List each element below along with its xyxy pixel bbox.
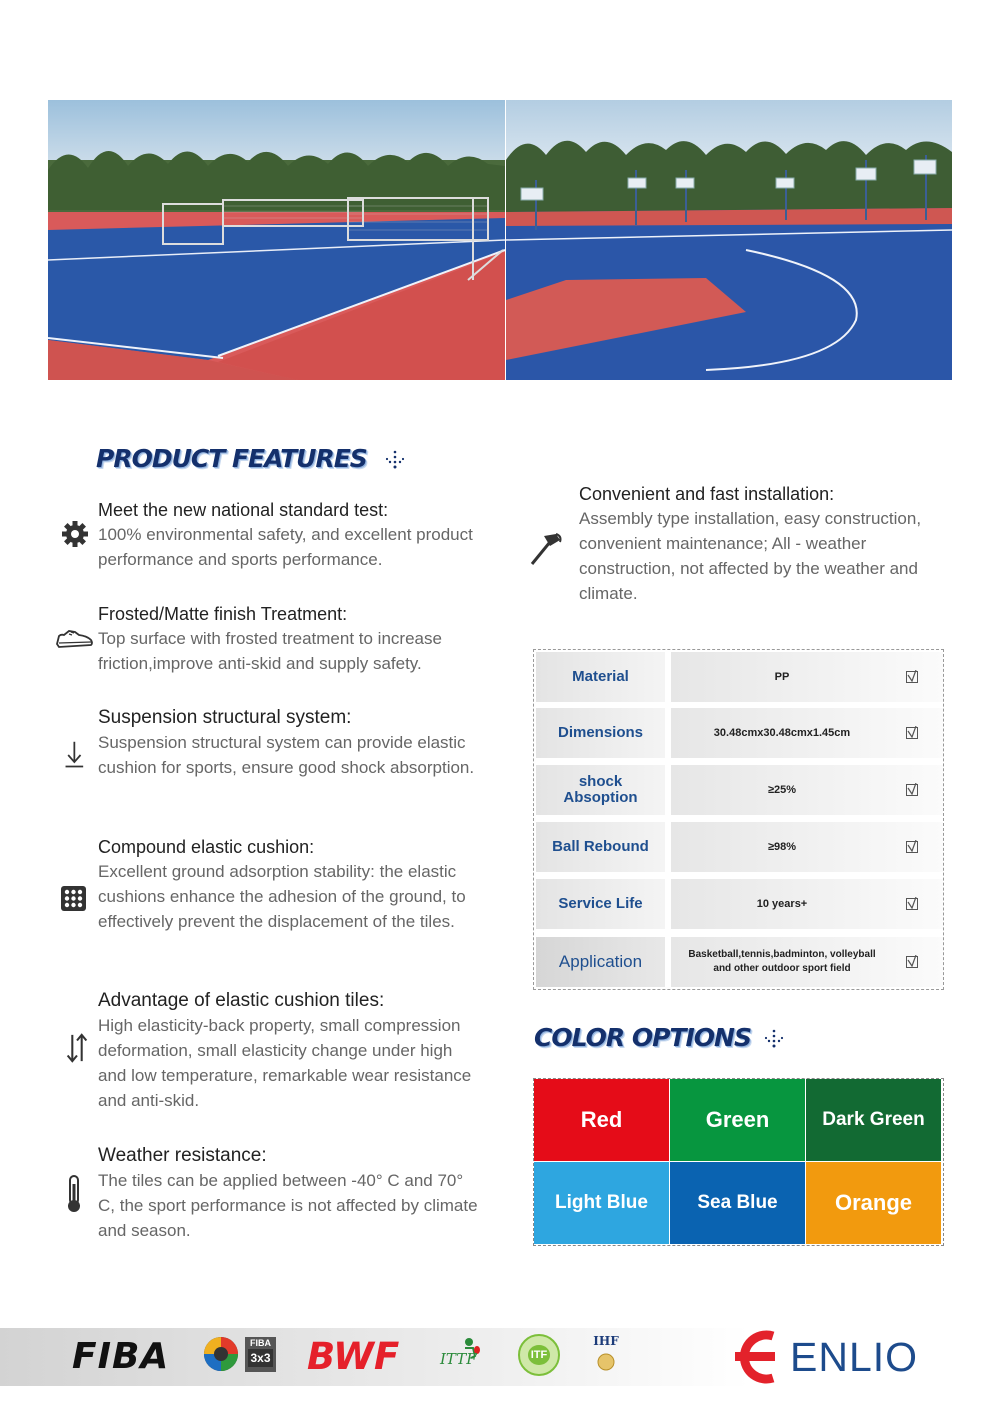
dotted-down-arrow-icon — [763, 1028, 785, 1050]
spec-value-cell — [671, 822, 943, 872]
feature-body: Excellent ground adsorption stability: the elastic cushions enhance the adhesion of the ground, to effectively prevent the displacement of the tiles. — [98, 862, 466, 931]
feature-title: Advantage of elastic cushion tiles: — [98, 990, 385, 1011]
dotted-down-arrow-icon — [384, 449, 406, 471]
enlio-logo-text: ENLIO — [790, 1334, 919, 1380]
feature-body: Suspension structural system can provide elastic cushion for sports, ensure good shock absorption. — [98, 733, 475, 777]
check-box-icon — [906, 840, 919, 853]
spec-row — [534, 822, 943, 872]
spec-value: ≥25% — [767, 784, 797, 796]
spec-value: ≥98% — [767, 841, 797, 853]
feature-body: Assembly type installation, easy construction, convenient maintenance; All - weather construction, not affected by the weather and climate. — [579, 509, 922, 603]
fiba-ball-logo-icon — [203, 1336, 239, 1372]
down-arrow-icon — [62, 740, 92, 770]
shoe-icon — [55, 622, 95, 652]
bwf-logo: BWF — [307, 1335, 400, 1378]
color-swatch-green: Green — [670, 1079, 805, 1161]
check-box-icon — [906, 897, 919, 910]
check-box-icon — [906, 783, 919, 796]
check-box-icon — [906, 726, 919, 739]
hammer-icon — [528, 530, 564, 568]
color-options-grid — [533, 1078, 944, 1246]
up-down-arrows-icon — [62, 1033, 92, 1063]
feature-title: Weather resistance: — [98, 1145, 267, 1166]
spec-row — [534, 937, 943, 987]
thermometer-icon — [64, 1174, 84, 1214]
spec-value: Basketball,tennis,badminton, volleyball and other outdoor sport field — [688, 949, 876, 974]
spec-value: PP — [774, 671, 790, 683]
ittf-logo-text: ITTF — [440, 1350, 477, 1368]
ihf-emblem-icon — [596, 1348, 616, 1372]
court-photo-basketball — [506, 100, 952, 380]
feature-body: 100% environmental safety, and excellent product performance and sports performance. — [98, 525, 473, 569]
feature-frosted — [98, 602, 478, 676]
court-photo-soccer — [48, 100, 505, 380]
color-swatch-light-blue: Light Blue — [534, 1162, 669, 1244]
feature-title: Convenient and fast installation: — [579, 484, 835, 504]
enlio-logo-icon — [733, 1328, 789, 1386]
product-features-heading: PRODUCT FEATURES — [96, 444, 367, 473]
spec-label: Service Life — [536, 879, 665, 929]
color-swatch-sea-blue: Sea Blue — [670, 1162, 805, 1244]
feature-suspension — [98, 706, 478, 780]
spec-value: 10 years+ — [756, 898, 808, 910]
itf-logo — [518, 1334, 560, 1376]
check-box-icon — [906, 955, 919, 968]
ihf-logo — [593, 1334, 619, 1378]
feature-body: High elasticity-back property, small compression deformation, small elasticity change under high and low temperature, remarkable wear resistance and anti-skid. — [98, 1016, 472, 1110]
spec-value-cell — [671, 708, 943, 758]
spec-value-cell — [671, 937, 943, 987]
spec-label: Application — [536, 937, 665, 987]
spec-value-cell — [671, 879, 943, 929]
spec-value: 30.48cmx30.48cmx1.45cm — [713, 727, 851, 739]
spec-value-cell — [671, 765, 943, 815]
feature-advantage — [98, 989, 478, 1113]
spec-label: Material — [536, 652, 665, 702]
fiba-3x3-logo — [245, 1337, 276, 1372]
feature-title: Frosted/Matte finish Treatment: — [98, 604, 348, 624]
spec-row — [534, 879, 943, 929]
feature-title: Compound elastic cushion: — [98, 837, 315, 857]
fiba-3x3-top-text: FIBA — [250, 1338, 271, 1348]
spec-row — [534, 652, 943, 702]
spec-label: Ball Rebound — [536, 822, 665, 872]
feature-installation — [579, 482, 949, 606]
ihf-logo-text: IHF — [593, 1334, 619, 1348]
feature-body: Top surface with frosted treatment to increase friction,improve anti-skid and supply safety. — [98, 629, 442, 673]
color-swatch-orange: Orange — [806, 1162, 941, 1244]
fiba-logo: FIBA — [72, 1336, 170, 1377]
tile-grid-icon — [60, 885, 87, 912]
feature-cushion — [98, 835, 478, 934]
feature-weather — [98, 1144, 478, 1243]
feature-body: The tiles can be applied between -40° C and 70° C, the sport performance is not affected by climate and season. — [98, 1171, 478, 1240]
check-box-icon — [906, 670, 919, 683]
feature-title: Meet the new national standard test: — [98, 500, 389, 520]
fiba-3x3-bottom-text: 3x3 — [248, 1349, 273, 1367]
spec-row — [534, 708, 943, 758]
spec-label: shock Absoption — [536, 765, 665, 815]
footer-logo-bar — [0, 1328, 1000, 1386]
color-swatch-red: Red — [534, 1079, 669, 1161]
gear-icon — [60, 519, 90, 549]
itf-logo-text: ITF — [528, 1345, 551, 1365]
feature-standard — [98, 498, 478, 572]
spec-table — [533, 649, 944, 990]
color-swatch-dark-green: Dark Green — [806, 1079, 941, 1161]
color-options-heading: COLOR OPTIONS — [534, 1023, 751, 1052]
spec-value-cell — [671, 652, 943, 702]
feature-title: Suspension structural system: — [98, 707, 352, 728]
spec-label: Dimensions — [536, 708, 665, 758]
spec-row — [534, 765, 943, 815]
